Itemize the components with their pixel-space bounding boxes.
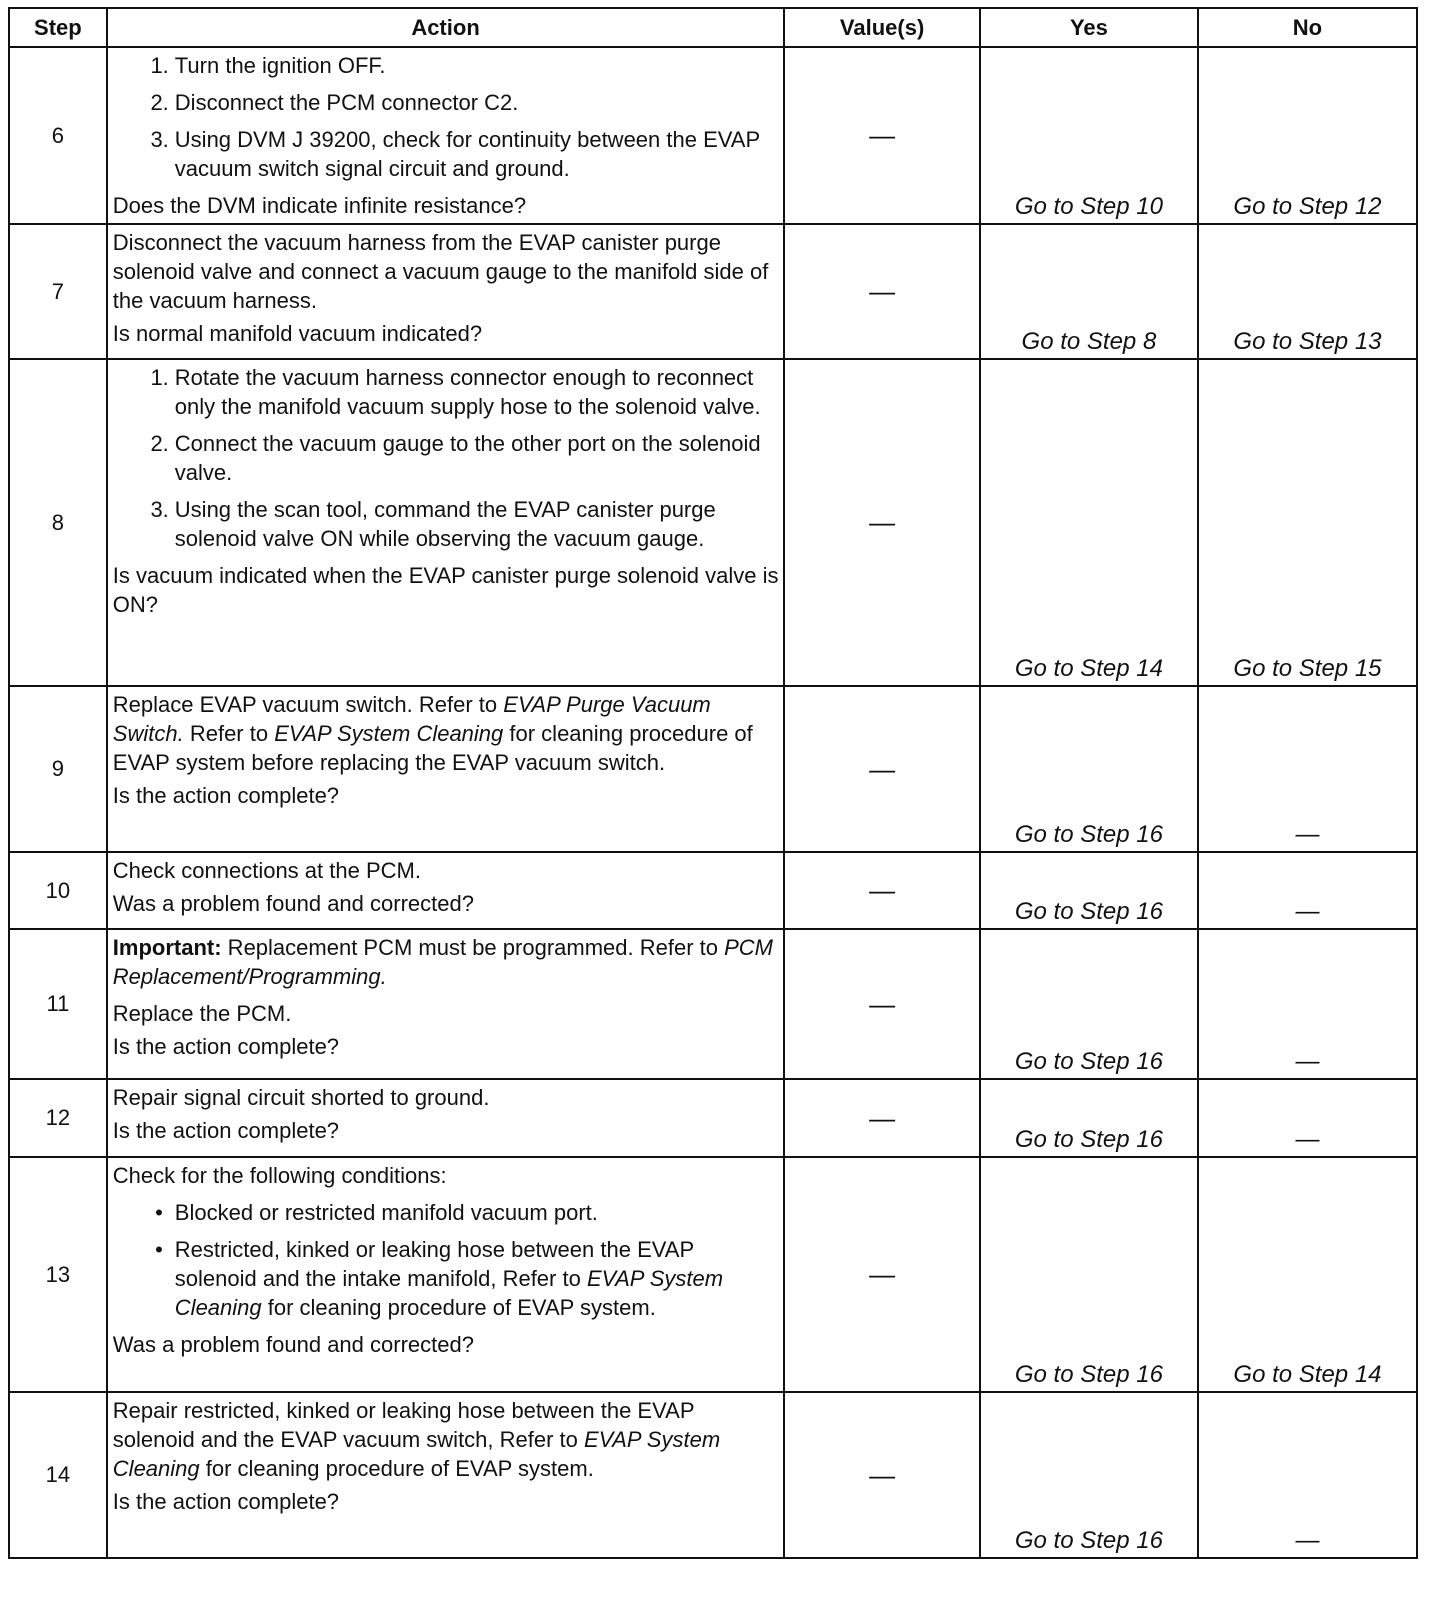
table-row-step-7 bbox=[9, 224, 1417, 359]
table-row-step-14 bbox=[9, 1392, 1417, 1558]
step-number: 7 bbox=[9, 224, 107, 359]
action-cell bbox=[107, 47, 785, 224]
reference-link: PCM Replacement/Programming. bbox=[112, 935, 773, 989]
reference-link: EVAP System Cleaning bbox=[274, 721, 504, 746]
action-cell bbox=[107, 224, 785, 359]
header-no: No bbox=[1198, 8, 1417, 47]
action-text: Disconnect the vacuum harness from the EVAP canister purge solenoid valve and connect a vacuum gauge to the manifold side of the vacuum harness. bbox=[112, 230, 769, 313]
bullet-icon: • bbox=[155, 1237, 163, 1262]
important-label: Important: bbox=[112, 935, 222, 960]
yes-cell: Go to Step 16 bbox=[980, 1392, 1198, 1558]
step-number: 9 bbox=[9, 686, 107, 852]
table-row-step-12 bbox=[9, 1079, 1417, 1157]
reference-link: EVAP System Cleaning bbox=[174, 1266, 724, 1320]
list-item: • Blocked or restricted manifold vacuum port. bbox=[113, 1198, 780, 1227]
value-cell: — bbox=[784, 1079, 980, 1157]
no-cell: Go to Step 15 bbox=[1198, 359, 1417, 686]
action-text: Check connections at the PCM. bbox=[112, 858, 421, 883]
list-item: 1. Turn the ignition OFF. bbox=[150, 53, 386, 78]
action-text: Replace the PCM. bbox=[112, 1001, 292, 1026]
table-row-step-6 bbox=[9, 47, 1417, 224]
no-cell: — bbox=[1198, 1392, 1417, 1558]
bullet-icon: • bbox=[155, 1200, 163, 1225]
action-question: Is the action complete? bbox=[112, 1489, 340, 1514]
no-cell: Go to Step 13 bbox=[1198, 224, 1417, 359]
header-step: Step bbox=[9, 8, 107, 47]
action-text: Repair signal circuit shorted to ground. bbox=[112, 1085, 490, 1110]
value-cell: — bbox=[784, 224, 980, 359]
step-number: 6 bbox=[9, 47, 107, 224]
header-action: Action bbox=[107, 8, 785, 47]
yes-cell: Go to Step 16 bbox=[980, 1079, 1198, 1157]
action-cell bbox=[107, 1157, 785, 1392]
no-cell: — bbox=[1198, 686, 1417, 852]
table-header bbox=[9, 8, 1417, 47]
value-cell: — bbox=[784, 47, 980, 224]
reference-link: EVAP Purge Vacuum Switch. bbox=[112, 692, 711, 746]
action-cell bbox=[107, 852, 785, 929]
step-number: 12 bbox=[9, 1079, 107, 1157]
no-cell: — bbox=[1198, 929, 1417, 1079]
action-question: Is the action complete? bbox=[112, 783, 340, 808]
yes-cell: Go to Step 16 bbox=[980, 1157, 1198, 1392]
list-item: 2. Connect the vacuum gauge to the other port on the solenoid valve. bbox=[150, 431, 761, 485]
action-cell bbox=[107, 359, 785, 686]
step-number: 10 bbox=[9, 852, 107, 929]
value-cell: — bbox=[784, 1392, 980, 1558]
action-cell bbox=[107, 1392, 785, 1558]
important-note: Important: Replacement PCM must be programmed. Refer to PCM Replacement/Programming. bbox=[112, 935, 773, 989]
value-cell: — bbox=[784, 929, 980, 1079]
action-text: Replace EVAP vacuum switch. Refer to EVAP Purge Vacuum Switch. Refer to EVAP System Cleaning for cleaning procedure of EVAP system before replacing the EVAP vacuum switch. bbox=[112, 692, 753, 775]
action-cell bbox=[107, 1079, 785, 1157]
value-cell: — bbox=[784, 852, 980, 929]
yes-cell: Go to Step 10 bbox=[980, 47, 1198, 224]
value-cell: — bbox=[784, 686, 980, 852]
yes-cell: Go to Step 16 bbox=[980, 686, 1198, 852]
action-question: Is the action complete? bbox=[112, 1118, 340, 1143]
header-values: Value(s) bbox=[784, 8, 980, 47]
action-text: Check for the following conditions: bbox=[112, 1163, 447, 1188]
no-cell: — bbox=[1198, 852, 1417, 929]
value-cell: — bbox=[784, 1157, 980, 1392]
header-row bbox=[9, 8, 1417, 47]
action-cell bbox=[107, 929, 785, 1079]
diagnostic-table bbox=[8, 7, 1418, 1559]
table-row-step-10 bbox=[9, 852, 1417, 929]
value-cell: — bbox=[784, 359, 980, 686]
action-question: Is normal manifold vacuum indicated? bbox=[112, 321, 483, 346]
table-row-step-13 bbox=[9, 1157, 1417, 1392]
no-cell: — bbox=[1198, 1079, 1417, 1157]
list-item: 3. Using the scan tool, command the EVAP canister purge solenoid valve ON while observing the vacuum gauge. bbox=[150, 497, 716, 551]
action-cell bbox=[107, 686, 785, 852]
step-number: 13 bbox=[9, 1157, 107, 1392]
table-row-step-11 bbox=[9, 929, 1417, 1079]
list-item: 1. Rotate the vacuum harness connector enough to reconnect only the manifold vacuum supply hose to the solenoid valve. bbox=[150, 365, 761, 419]
step-number: 14 bbox=[9, 1392, 107, 1558]
step-number: 11 bbox=[9, 929, 107, 1079]
yes-cell: Go to Step 8 bbox=[980, 224, 1198, 359]
step-number: 8 bbox=[9, 359, 107, 686]
action-question: Is vacuum indicated when the EVAP canister purge solenoid valve is ON? bbox=[112, 563, 779, 617]
yes-cell: Go to Step 14 bbox=[980, 359, 1198, 686]
list-item: 2. Disconnect the PCM connector C2. bbox=[150, 90, 519, 115]
action-question: Is the action complete? bbox=[112, 1034, 340, 1059]
yes-cell: Go to Step 16 bbox=[980, 929, 1198, 1079]
action-question: Was a problem found and corrected? bbox=[112, 1332, 474, 1357]
action-question: Was a problem found and corrected? bbox=[112, 891, 474, 916]
list-item: • Restricted, kinked or leaking hose between the EVAP solenoid and the intake manifold, Refer to EVAP System Cleaning for cleaning procedure of EVAP system. bbox=[113, 1235, 780, 1322]
no-cell: Go to Step 14 bbox=[1198, 1157, 1417, 1392]
action-text: Repair restricted, kinked or leaking hose between the EVAP solenoid and the EVAP vacuum switch, Refer to EVAP System Cleaning for cleaning procedure of EVAP system. bbox=[112, 1398, 721, 1481]
header-yes: Yes bbox=[980, 8, 1198, 47]
no-cell: Go to Step 12 bbox=[1198, 47, 1417, 224]
action-question: Does the DVM indicate infinite resistance? bbox=[112, 193, 527, 218]
table-row-step-8 bbox=[9, 359, 1417, 686]
table-row-step-9 bbox=[9, 686, 1417, 852]
yes-cell: Go to Step 16 bbox=[980, 852, 1198, 929]
reference-link: EVAP System Cleaning bbox=[112, 1427, 721, 1481]
list-item: 3. Using DVM J 39200, check for continuity between the EVAP vacuum switch signal circuit and ground. bbox=[150, 127, 760, 181]
